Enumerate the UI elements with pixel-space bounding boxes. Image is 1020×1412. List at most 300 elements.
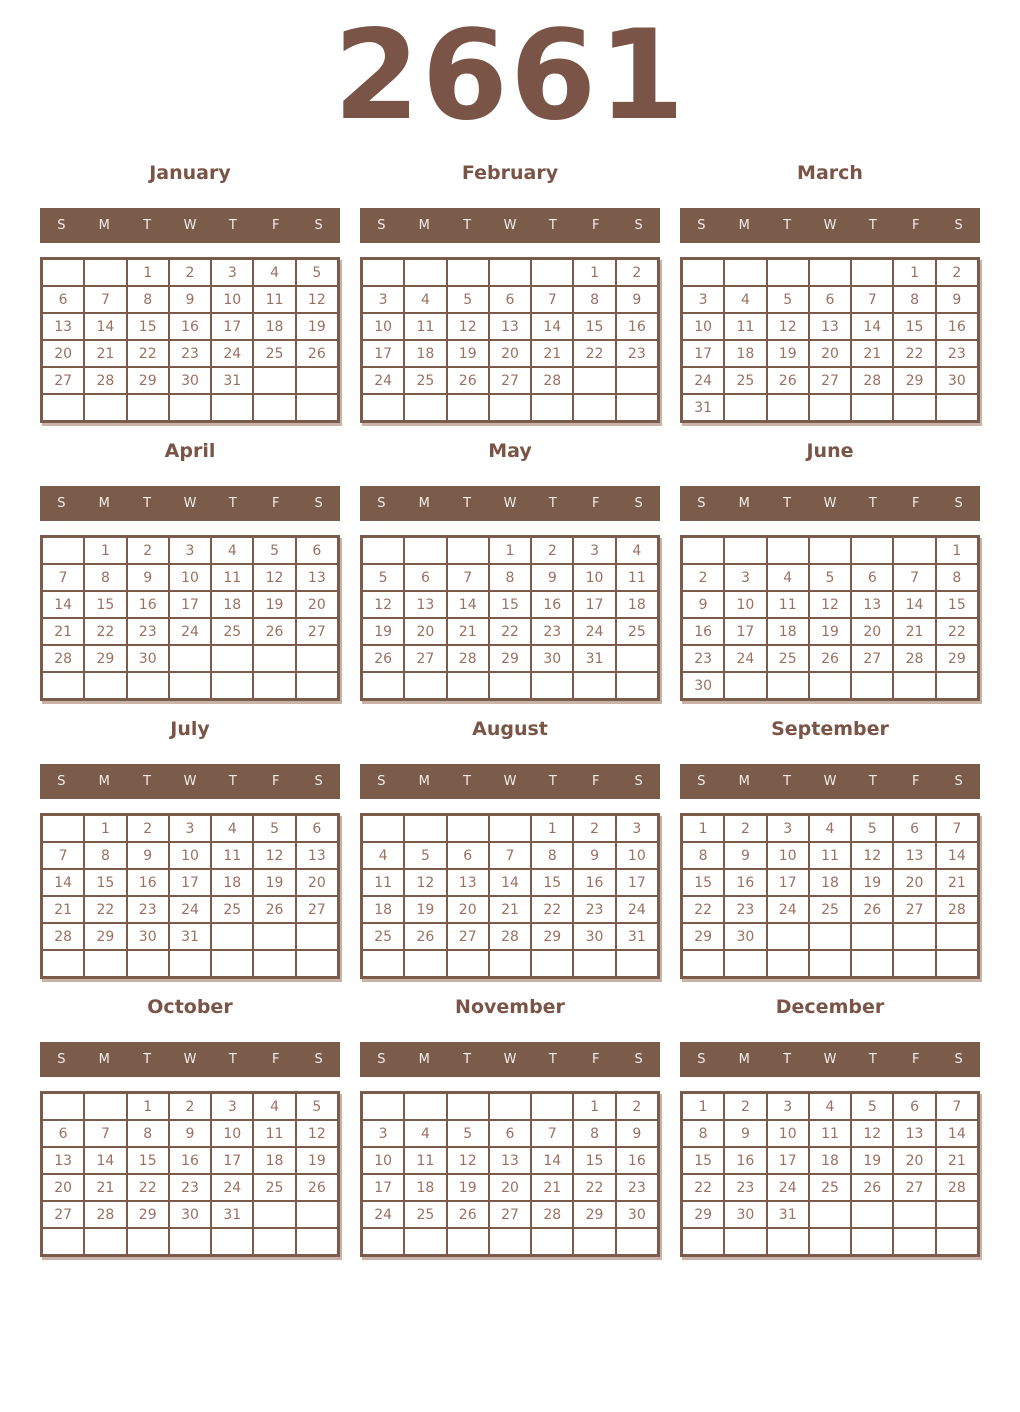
weekday-label: M <box>418 1052 430 1067</box>
days-grid <box>40 535 340 701</box>
day-cell: 15 <box>682 869 724 896</box>
empty-day-cell <box>447 537 489 564</box>
day-cell: 18 <box>404 1174 446 1201</box>
day-cell: 25 <box>767 645 809 672</box>
day-cell: 6 <box>296 537 338 564</box>
day-cell: 10 <box>169 842 211 869</box>
empty-day-cell <box>936 950 978 977</box>
weekday-label: M <box>418 218 430 233</box>
day-cell: 7 <box>936 815 978 842</box>
empty-day-cell <box>809 394 851 421</box>
empty-day-cell <box>84 672 126 699</box>
weekday-label: W <box>823 1052 837 1067</box>
day-cell: 28 <box>893 645 935 672</box>
days-grid <box>680 1091 980 1257</box>
day-cell: 6 <box>809 286 851 313</box>
day-cell: 25 <box>616 618 658 645</box>
days-grid <box>680 535 980 701</box>
day-cell: 27 <box>447 923 489 950</box>
weekday-label: F <box>271 1052 280 1067</box>
empty-day-cell <box>724 672 766 699</box>
weekday-label: T <box>143 774 152 789</box>
empty-day-cell <box>809 1201 851 1228</box>
day-cell: 7 <box>42 564 84 591</box>
weekday-label: S <box>314 774 323 789</box>
weekday-label: S <box>57 1052 66 1067</box>
empty-day-cell <box>616 367 658 394</box>
weekday-label: W <box>503 218 517 233</box>
month-title: May <box>488 440 532 462</box>
day-cell: 18 <box>809 869 851 896</box>
day-cell: 6 <box>404 564 446 591</box>
weekday-label: T <box>463 1052 472 1067</box>
weekday-label: W <box>183 496 197 511</box>
day-cell: 17 <box>211 313 253 340</box>
day-cell: 24 <box>767 1174 809 1201</box>
day-cell: 30 <box>531 645 573 672</box>
empty-day-cell <box>447 1228 489 1255</box>
day-cell: 19 <box>362 618 404 645</box>
day-cell: 7 <box>84 286 126 313</box>
empty-day-cell <box>253 1228 295 1255</box>
day-cell: 15 <box>84 869 126 896</box>
empty-day-cell <box>573 672 615 699</box>
day-cell: 3 <box>211 1093 253 1120</box>
day-cell: 23 <box>127 896 169 923</box>
day-cell: 13 <box>42 313 84 340</box>
day-cell: 13 <box>851 591 893 618</box>
weekday-label: S <box>57 774 66 789</box>
day-cell: 7 <box>489 842 531 869</box>
day-cell: 7 <box>851 286 893 313</box>
day-cell: 11 <box>404 1147 446 1174</box>
day-cell: 21 <box>851 340 893 367</box>
empty-day-cell <box>362 815 404 842</box>
day-cell: 4 <box>253 259 295 286</box>
day-cell: 16 <box>169 1147 211 1174</box>
empty-day-cell <box>127 950 169 977</box>
day-cell: 10 <box>362 313 404 340</box>
day-cell: 16 <box>616 1147 658 1174</box>
empty-day-cell <box>573 367 615 394</box>
day-cell: 14 <box>893 591 935 618</box>
day-cell: 12 <box>447 313 489 340</box>
day-cell: 25 <box>404 1201 446 1228</box>
weekday-label: W <box>823 496 837 511</box>
day-cell: 18 <box>404 340 446 367</box>
day-cell: 21 <box>42 896 84 923</box>
day-cell: 30 <box>127 923 169 950</box>
month-title: July <box>170 718 210 740</box>
months-grid <box>0 160 1020 1272</box>
day-cell: 20 <box>489 340 531 367</box>
weekday-label: S <box>57 496 66 511</box>
day-cell: 22 <box>489 618 531 645</box>
day-cell: 22 <box>127 340 169 367</box>
weekday-label: W <box>503 496 517 511</box>
day-cell: 3 <box>616 815 658 842</box>
empty-day-cell <box>42 537 84 564</box>
empty-day-cell <box>767 672 809 699</box>
day-cell: 21 <box>936 1147 978 1174</box>
weekday-header-bar <box>680 1042 980 1077</box>
empty-day-cell <box>169 394 211 421</box>
empty-day-cell <box>42 950 84 977</box>
empty-day-cell <box>489 259 531 286</box>
day-cell: 2 <box>169 1093 211 1120</box>
day-cell: 29 <box>84 923 126 950</box>
empty-day-cell <box>851 672 893 699</box>
weekday-label: T <box>143 218 152 233</box>
day-cell: 9 <box>936 286 978 313</box>
day-cell: 21 <box>447 618 489 645</box>
day-cell: 30 <box>169 367 211 394</box>
empty-day-cell <box>296 367 338 394</box>
day-cell: 14 <box>447 591 489 618</box>
empty-day-cell <box>767 259 809 286</box>
day-cell: 29 <box>531 923 573 950</box>
day-cell: 23 <box>616 1174 658 1201</box>
day-cell: 2 <box>573 815 615 842</box>
empty-day-cell <box>851 1228 893 1255</box>
weekday-label: T <box>868 496 877 511</box>
days-grid <box>40 1091 340 1257</box>
day-cell: 3 <box>682 286 724 313</box>
day-cell: 21 <box>489 896 531 923</box>
day-cell: 7 <box>531 286 573 313</box>
day-cell: 4 <box>404 1120 446 1147</box>
weekday-label: S <box>634 774 643 789</box>
empty-day-cell <box>809 923 851 950</box>
day-cell: 31 <box>767 1201 809 1228</box>
month-title: December <box>775 996 885 1018</box>
day-cell: 12 <box>362 591 404 618</box>
day-cell: 19 <box>851 869 893 896</box>
day-cell: 14 <box>531 313 573 340</box>
day-cell: 16 <box>936 313 978 340</box>
day-cell: 6 <box>447 842 489 869</box>
empty-day-cell <box>211 950 253 977</box>
day-cell: 22 <box>682 896 724 923</box>
day-cell: 30 <box>127 645 169 672</box>
empty-day-cell <box>851 537 893 564</box>
empty-day-cell <box>296 950 338 977</box>
day-cell: 3 <box>767 815 809 842</box>
day-cell: 22 <box>84 618 126 645</box>
empty-day-cell <box>809 259 851 286</box>
day-cell: 30 <box>682 672 724 699</box>
day-cell: 22 <box>531 896 573 923</box>
weekday-label: T <box>143 1052 152 1067</box>
day-cell: 21 <box>42 618 84 645</box>
day-cell: 25 <box>362 923 404 950</box>
day-cell: 8 <box>893 286 935 313</box>
empty-day-cell <box>809 950 851 977</box>
day-cell: 9 <box>724 1120 766 1147</box>
weekday-label: W <box>823 218 837 233</box>
weekday-header-bar <box>40 1042 340 1077</box>
day-cell: 1 <box>531 815 573 842</box>
day-cell: 26 <box>296 1174 338 1201</box>
day-cell: 20 <box>851 618 893 645</box>
day-cell: 1 <box>682 815 724 842</box>
day-cell: 6 <box>893 1093 935 1120</box>
day-cell: 1 <box>127 259 169 286</box>
weekday-label: F <box>591 1052 600 1067</box>
day-cell: 19 <box>253 869 295 896</box>
empty-day-cell <box>447 1093 489 1120</box>
day-cell: 29 <box>127 367 169 394</box>
empty-day-cell <box>42 672 84 699</box>
day-cell: 16 <box>127 869 169 896</box>
day-cell: 23 <box>616 340 658 367</box>
empty-day-cell <box>169 1228 211 1255</box>
day-cell: 30 <box>573 923 615 950</box>
empty-day-cell <box>84 950 126 977</box>
month-title: October <box>147 996 233 1018</box>
day-cell: 23 <box>724 896 766 923</box>
weekday-label: M <box>418 496 430 511</box>
days-grid <box>360 813 660 979</box>
day-cell: 8 <box>682 1120 724 1147</box>
weekday-header-bar <box>680 764 980 799</box>
weekday-label: S <box>57 218 66 233</box>
day-cell: 16 <box>724 1147 766 1174</box>
day-cell: 22 <box>127 1174 169 1201</box>
empty-day-cell <box>767 394 809 421</box>
day-cell: 20 <box>447 896 489 923</box>
empty-day-cell <box>809 1228 851 1255</box>
day-cell: 5 <box>404 842 446 869</box>
weekday-label: T <box>548 496 557 511</box>
day-cell: 17 <box>767 869 809 896</box>
weekday-label: F <box>911 496 920 511</box>
month-title: February <box>461 162 559 184</box>
day-cell: 13 <box>447 869 489 896</box>
month-title: March <box>797 162 863 184</box>
day-cell: 27 <box>851 645 893 672</box>
weekday-label: S <box>697 774 706 789</box>
weekday-label: T <box>548 218 557 233</box>
empty-day-cell <box>211 672 253 699</box>
day-cell: 6 <box>851 564 893 591</box>
day-cell: 22 <box>84 896 126 923</box>
day-cell: 26 <box>362 645 404 672</box>
day-cell: 21 <box>936 869 978 896</box>
empty-day-cell <box>489 1093 531 1120</box>
day-cell: 23 <box>936 340 978 367</box>
empty-day-cell <box>211 923 253 950</box>
day-cell: 19 <box>767 340 809 367</box>
day-cell: 18 <box>767 618 809 645</box>
days-grid <box>40 813 340 979</box>
empty-day-cell <box>767 537 809 564</box>
empty-day-cell <box>296 645 338 672</box>
weekday-label: M <box>98 218 110 233</box>
empty-day-cell <box>169 645 211 672</box>
empty-day-cell <box>84 394 126 421</box>
day-cell: 29 <box>682 923 724 950</box>
empty-day-cell <box>724 950 766 977</box>
day-cell: 23 <box>573 896 615 923</box>
day-cell: 21 <box>84 1174 126 1201</box>
weekday-label: S <box>377 1052 386 1067</box>
day-cell: 28 <box>447 645 489 672</box>
day-cell: 15 <box>936 591 978 618</box>
empty-day-cell <box>573 950 615 977</box>
day-cell: 11 <box>404 313 446 340</box>
day-cell: 28 <box>42 923 84 950</box>
day-cell: 10 <box>616 842 658 869</box>
weekday-label: S <box>954 774 963 789</box>
day-cell: 9 <box>616 1120 658 1147</box>
day-cell: 4 <box>809 815 851 842</box>
empty-day-cell <box>362 394 404 421</box>
weekday-label: T <box>868 774 877 789</box>
weekday-header-bar <box>40 486 340 521</box>
day-cell: 5 <box>362 564 404 591</box>
day-cell: 26 <box>851 1174 893 1201</box>
day-cell: 9 <box>127 842 169 869</box>
day-cell: 26 <box>296 340 338 367</box>
day-cell: 31 <box>169 923 211 950</box>
empty-day-cell <box>296 1201 338 1228</box>
day-cell: 2 <box>724 1093 766 1120</box>
day-cell: 5 <box>296 1093 338 1120</box>
days-grid <box>360 257 660 423</box>
day-cell: 17 <box>573 591 615 618</box>
day-cell: 10 <box>724 591 766 618</box>
day-cell: 16 <box>724 869 766 896</box>
weekday-label: T <box>868 218 877 233</box>
month-title: November <box>455 996 565 1018</box>
empty-day-cell <box>851 950 893 977</box>
day-cell: 11 <box>809 842 851 869</box>
day-cell: 28 <box>531 1201 573 1228</box>
day-cell: 5 <box>253 815 295 842</box>
empty-day-cell <box>489 815 531 842</box>
empty-day-cell <box>489 1228 531 1255</box>
day-cell: 14 <box>489 869 531 896</box>
day-cell: 12 <box>447 1147 489 1174</box>
empty-day-cell <box>809 672 851 699</box>
weekday-label: T <box>228 496 237 511</box>
empty-day-cell <box>253 923 295 950</box>
day-cell: 11 <box>362 869 404 896</box>
empty-day-cell <box>893 1201 935 1228</box>
day-cell: 27 <box>404 645 446 672</box>
day-cell: 11 <box>211 842 253 869</box>
weekday-header-bar <box>360 208 660 243</box>
day-cell: 27 <box>809 367 851 394</box>
day-cell: 19 <box>253 591 295 618</box>
weekday-label: S <box>634 496 643 511</box>
day-cell: 11 <box>724 313 766 340</box>
day-cell: 29 <box>489 645 531 672</box>
empty-day-cell <box>362 1093 404 1120</box>
weekday-label: M <box>98 774 110 789</box>
day-cell: 15 <box>573 1147 615 1174</box>
empty-day-cell <box>253 367 295 394</box>
empty-day-cell <box>616 394 658 421</box>
empty-day-cell <box>362 672 404 699</box>
day-cell: 23 <box>724 1174 766 1201</box>
day-cell: 23 <box>531 618 573 645</box>
day-cell: 7 <box>936 1093 978 1120</box>
day-cell: 18 <box>724 340 766 367</box>
weekday-label: F <box>591 496 600 511</box>
day-cell: 10 <box>682 313 724 340</box>
empty-day-cell <box>531 1093 573 1120</box>
day-cell: 3 <box>362 286 404 313</box>
day-cell: 8 <box>127 1120 169 1147</box>
empty-day-cell <box>851 923 893 950</box>
day-cell: 17 <box>724 618 766 645</box>
weekday-label: W <box>823 774 837 789</box>
weekday-label: F <box>911 774 920 789</box>
weekday-header-bar <box>680 208 980 243</box>
day-cell: 25 <box>253 340 295 367</box>
day-cell: 29 <box>127 1201 169 1228</box>
empty-day-cell <box>893 1228 935 1255</box>
empty-day-cell <box>682 259 724 286</box>
month-title: August <box>472 718 548 740</box>
day-cell: 17 <box>211 1147 253 1174</box>
day-cell: 6 <box>893 815 935 842</box>
day-cell: 31 <box>573 645 615 672</box>
day-cell: 13 <box>489 1147 531 1174</box>
weekday-label: M <box>738 218 750 233</box>
weekday-label: S <box>697 218 706 233</box>
day-cell: 17 <box>362 340 404 367</box>
weekday-label: S <box>314 218 323 233</box>
day-cell: 1 <box>682 1093 724 1120</box>
day-cell: 15 <box>127 1147 169 1174</box>
day-cell: 14 <box>42 591 84 618</box>
day-cell: 30 <box>724 923 766 950</box>
day-cell: 28 <box>936 896 978 923</box>
empty-day-cell <box>767 923 809 950</box>
weekday-label: T <box>548 1052 557 1067</box>
day-cell: 7 <box>42 842 84 869</box>
day-cell: 20 <box>893 1147 935 1174</box>
day-cell: 22 <box>682 1174 724 1201</box>
day-cell: 25 <box>809 1174 851 1201</box>
month-april <box>40 438 340 701</box>
empty-day-cell <box>489 394 531 421</box>
day-cell: 24 <box>767 896 809 923</box>
day-cell: 20 <box>296 869 338 896</box>
empty-day-cell <box>809 537 851 564</box>
day-cell: 9 <box>169 286 211 313</box>
weekday-label: F <box>911 1052 920 1067</box>
day-cell: 14 <box>851 313 893 340</box>
day-cell: 30 <box>616 1201 658 1228</box>
empty-day-cell <box>936 1201 978 1228</box>
weekday-label: T <box>228 1052 237 1067</box>
day-cell: 18 <box>211 591 253 618</box>
month-february <box>360 160 660 423</box>
day-cell: 25 <box>404 367 446 394</box>
day-cell: 23 <box>169 340 211 367</box>
empty-day-cell <box>893 394 935 421</box>
day-cell: 10 <box>169 564 211 591</box>
days-grid <box>40 257 340 423</box>
day-cell: 19 <box>447 1174 489 1201</box>
empty-day-cell <box>127 394 169 421</box>
day-cell: 9 <box>724 842 766 869</box>
day-cell: 5 <box>447 1120 489 1147</box>
